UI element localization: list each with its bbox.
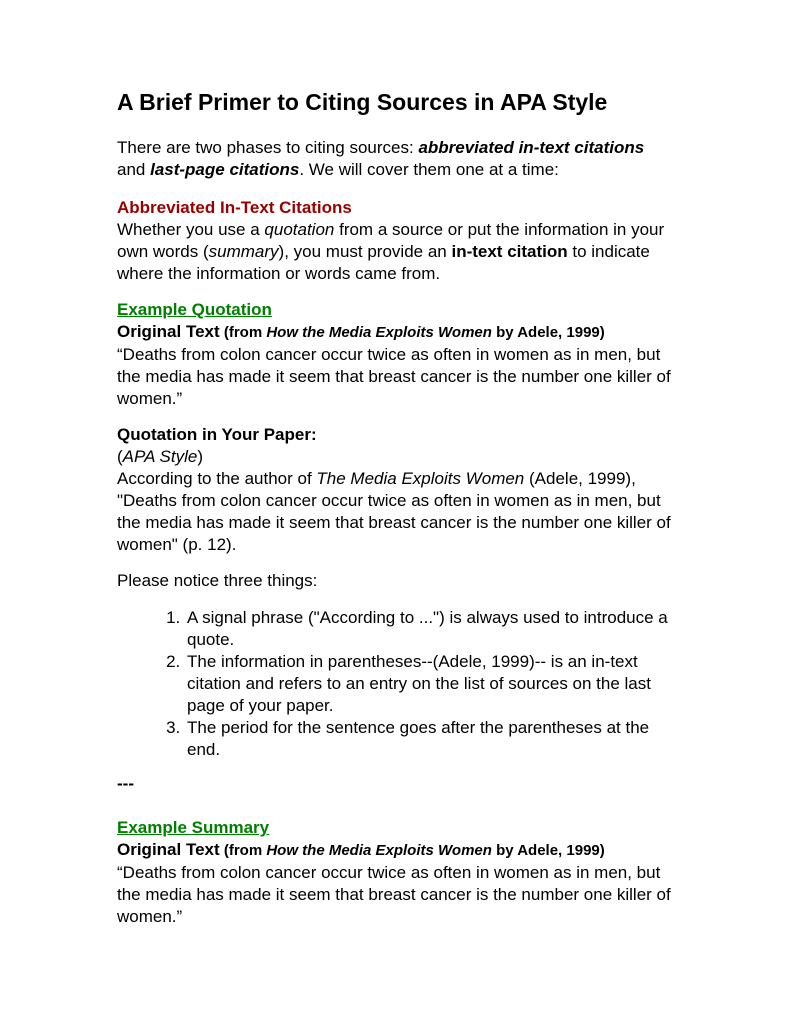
list-item: 2. The information in parentheses--(Adele, 1999)-- is an in-text citation and refers to an entry on the list of sources on the last page of your paper. xyxy=(185,651,673,717)
body-text: Whether you use a xyxy=(117,220,265,239)
book-title: How the Media Exploits Women xyxy=(266,842,492,859)
original-quote-paragraph: “Deaths from colon cancer occur twice as often in women as in men, but the media has made it seem that breast cancer is the number one killer of women.” xyxy=(117,863,671,926)
paren: ( xyxy=(117,447,123,466)
apa-style-italic: APA Style xyxy=(122,447,198,466)
original-text-author: by Adele, 1999) xyxy=(491,324,605,341)
original-text-label: Original Text xyxy=(117,322,220,341)
in-text-citation-paragraph xyxy=(117,219,673,285)
original-text-line xyxy=(117,839,673,862)
intro-emphasis-last-page-citations: last-page citations xyxy=(150,160,300,179)
body-text: to indicate where the information or words came from. xyxy=(117,242,650,283)
body-text: (Adele, 1999), "Deaths from colon cancer occur twice as often in women as in men, but the media has made it seem that breast cancer is the number one killer of women" (p. 12). xyxy=(117,469,671,554)
original-text-line xyxy=(117,321,673,344)
intro-emphasis-in-text-citations: abbreviated in-text citations xyxy=(418,138,645,157)
quotation-in-paper-section xyxy=(117,424,673,556)
example-summary-section xyxy=(117,817,673,928)
section-divider: --- xyxy=(117,774,134,793)
section-heading-abbreviated-in-text-citations: Abbreviated In-Text Citations xyxy=(117,198,352,217)
bold-in-text-citation: in-text citation xyxy=(451,242,568,261)
example-quotation-link[interactable]: Example Quotation xyxy=(117,300,272,319)
body-text: from a source or put the information in your own words ( xyxy=(117,220,665,261)
intro-paragraph xyxy=(117,137,673,181)
original-text-label: Original Text xyxy=(117,840,220,859)
italic-book-title: The Media Exploits Women xyxy=(316,469,525,488)
body-text: ), you must provide an xyxy=(278,242,452,261)
book-title: How the Media Exploits Women xyxy=(266,324,492,341)
intro-text: . We will cover them one at a time: xyxy=(299,160,559,179)
original-text-author: by Adele, 1999) xyxy=(491,842,605,859)
italic-quotation: quotation xyxy=(264,220,335,239)
list-item: 1. A signal phrase ("According to ...") is always used to introduce a quote. xyxy=(185,607,673,651)
example-summary-link[interactable]: Example Summary xyxy=(117,818,270,837)
paper-quotation-paragraph xyxy=(117,468,673,556)
notice-list xyxy=(117,607,673,761)
paren: ) xyxy=(197,447,203,466)
apa-style-note xyxy=(117,446,673,468)
original-text-from: (from xyxy=(219,324,267,341)
original-quote-paragraph: “Deaths from colon cancer occur twice as often in women as in men, but the media has made it seem that breast cancer is the number one killer of women.” xyxy=(117,345,671,408)
italic-summary: summary xyxy=(208,242,279,261)
intro-text: There are two phases to citing sources: xyxy=(117,138,419,157)
example-quotation-section xyxy=(117,299,673,410)
intro-text: and xyxy=(117,160,151,179)
body-text: According to the author of xyxy=(117,469,317,488)
original-text-from: (from xyxy=(219,842,267,859)
notice-lead: Please notice three things: xyxy=(117,571,318,590)
list-item: 3. The period for the sentence goes after the parentheses at the end. xyxy=(185,717,673,761)
page-title: A Brief Primer to Citing Sources in APA Style xyxy=(117,89,608,115)
quotation-in-paper-heading: Quotation in Your Paper: xyxy=(117,425,317,444)
